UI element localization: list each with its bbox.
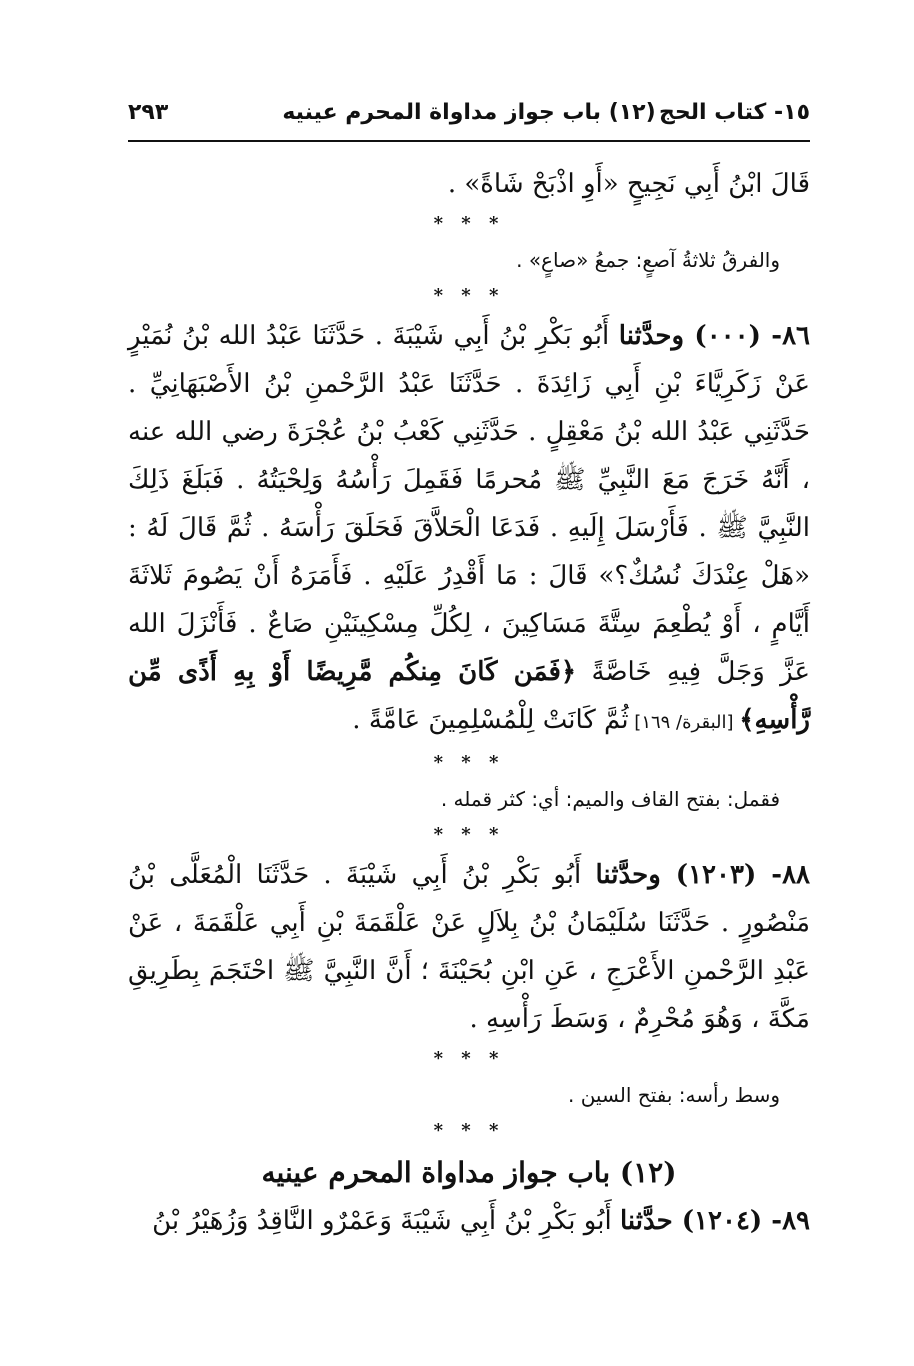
page-number: ٢٩٣ xyxy=(128,100,169,125)
separator-stars: * * * xyxy=(433,752,505,773)
separator-stars: * * * xyxy=(433,213,505,234)
book-title: ١٥- كتاب الحج xyxy=(659,100,810,125)
hadith-text: أَبُو بَكْرِ بْنُ أَبِي شَيْبَةَ . حَدَّثَنَا الْمُعَلَّى بْنُ مَنْصُورٍ . حَدَّثَنَا سُلَيْمَانُ بْنُ بِلاَلٍ عَنْ عَلْقَمَةَ بْنِ أَبِي عَلْقَمَةَ ، عَنْ عَبْدِ الرَّحْمنِ الأَعْرَجِ ، عَنِ ابْنِ بُحَيْنَةَ ؛ أَنَّ النَّبِيَّ ﷺ احْتَجَمَ بِطَرِيقِ مَكَّةَ ، وَهُوَ مُحْرِمٌ ، وَسَطَ رَأْسِهِ . xyxy=(128,860,810,1034)
hadith-number: ٨٦- (٠٠٠) وحدَّثنا xyxy=(618,321,810,351)
header-rule xyxy=(128,140,810,142)
page-body xyxy=(128,160,810,1245)
separator-stars: * * * xyxy=(433,285,505,306)
hadith-number: ٨٨- (١٢٠٣) وحدَّثنا xyxy=(595,860,810,890)
hadith-text-end: ثُمَّ كَانَتْ لِلْمُسْلِمِينَ عَامَّةً . xyxy=(352,705,629,735)
running-header xyxy=(128,98,810,138)
text-line: قَالَ ابْنُ أَبِي نَجِيحٍ «أَوِ اذْبَحْ شَاةً» . xyxy=(447,169,810,199)
separator-stars: * * * xyxy=(433,1048,505,1069)
quran-reference: [البقرة/ ١٦٩] xyxy=(628,712,740,733)
hadith-88 xyxy=(128,851,810,1043)
separator-stars: * * * xyxy=(433,1120,505,1141)
hadith-89 xyxy=(128,1197,810,1245)
footnote: والفرقُ ثلاثةُ آصعٍ: جمعُ «صاعٍ» . xyxy=(516,248,780,272)
separator-stars: * * * xyxy=(433,824,505,845)
chapter-heading: (١٢) باب جواز مداواة المحرم عينيه xyxy=(282,100,656,125)
hadith-text: أَبُو بَكْرِ بْنُ أَبِي شَيْبَةَ وَعَمْرٌو النَّاقِدُ وَزُهَيْرُ بْنُ xyxy=(152,1206,620,1236)
footnote: وسط رأسه: بفتح السين . xyxy=(567,1083,780,1107)
footnote: فقمل: بفتح القاف والميم: أي: كثر قمله . xyxy=(440,787,780,811)
hadith-number: ٨٩- (١٢٠٤) حدَّثنا xyxy=(619,1206,810,1236)
quran-quote: ﴿فَمَن كَانَ مِنكُم مَّرِيضًا أَوْ بِهِ أَذًى مِّن رَّأْسِهِ﴾ xyxy=(128,657,810,735)
hadith-text: أَبُو بَكْرِ بْنُ أَبِي شَيْبَةَ . حَدَّثَنَا عَبْدُ الله بْنُ نُمَيْرٍ عَنْ زَكَرِيَّاءَ بْنِ أَبِي زَائِدَةَ . حَدَّثَنَا عَبْدُ الرَّحْمنِ بْنُ الأَصْبَهَانِيِّ . حَدَّثَنِي عَبْدُ الله بْنُ مَعْقِلٍ . حَدَّثَنِي كَعْبُ بْنُ عُجْرَةَ رضي الله عنه ، أَنَّهُ خَرَجَ مَعَ النَّبِيِّ ﷺ مُحرمًا فَقَمِلَ رَأْسُهُ وَلِحْيَتُهُ . فَبَلَغَ ذَلِكَ النَّبِيَّ ﷺ . فَأَرْسَلَ إِلَيهِ . فَدَعَا الْحَلاَّقَ فَحَلَقَ رَأْسَهُ . ثُمَّ قَالَ لَهُ : «هَلْ عِنْدَكَ نُسُكٌ؟» قَالَ : مَا أَقْدِرُ عَلَيْهِ . فَأَمَرَهُ أَنْ يَصُومَ ثَلاثَةَ أَيَّامٍ ، أَوْ يُطْعِمَ سِتَّةَ مَسَاكِينَ ، لِكُلِّ مِسْكِينَيْنِ صَاعٌ . فَأَنْزَلَ الله عَزَّ وَجَلَّ فِيهِ خَاصَّةً xyxy=(128,321,810,687)
hadith-86 xyxy=(128,312,810,747)
chapter-title: (١٢) باب جواز مداواة المحرم عينيه xyxy=(261,1156,677,1189)
